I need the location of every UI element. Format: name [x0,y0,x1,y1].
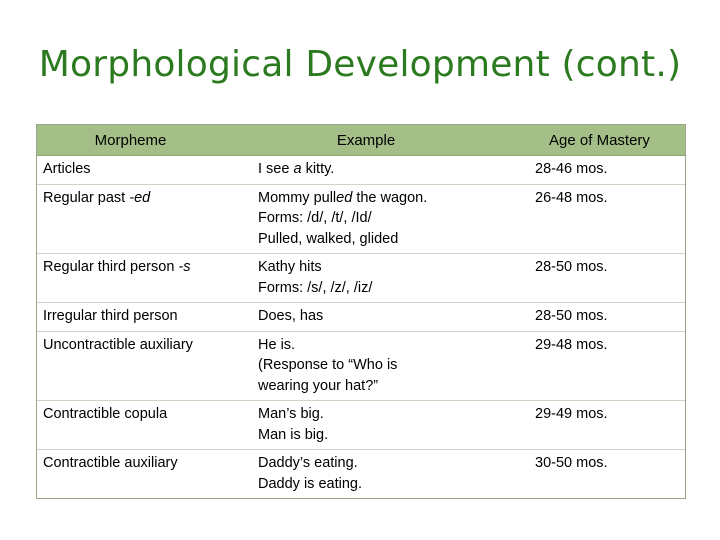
morpheme-text: Regular third person [43,259,179,275]
example-line: Forms: /d/, /t/, /Id/ [258,210,372,226]
header-age-of-mastery: Age of Mastery [514,125,685,156]
age-of-mastery-cell: 28-50 mos. [514,254,685,303]
example-cell [252,450,514,499]
morpheme-cell [37,401,252,450]
table-row [37,331,685,401]
example-line [258,335,508,356]
example-text: the wagon. [352,189,428,206]
example-text: Kathy hits [258,259,322,275]
example-text: Man’s big. [258,406,324,422]
example-line: (Response to “Who is [258,357,398,373]
morpheme-text: Regular past [43,189,130,206]
example-text: Mommy pull [258,189,337,206]
example-line [258,159,508,180]
morpheme-text: Contractible copula [43,406,168,422]
age-of-mastery-cell: 26-48 mos. [514,184,685,254]
morpheme-cell [37,184,252,254]
morpheme-text: Articles [43,161,91,177]
morpheme-text: Irregular third person [43,308,178,324]
morpheme-text: Contractible auxiliary [43,455,178,471]
example-text: kitty. [301,161,335,177]
morpheme-cell [37,156,252,185]
example-line [258,257,508,278]
example-line: Pulled, walked, glided [258,230,399,247]
slide-title: Morphological Development (cont.) [38,44,682,85]
morpheme-cell [37,303,252,332]
example-line [258,404,508,425]
example-text: Does, has [258,308,324,324]
example-cell [252,254,514,303]
example-emphasis: ed [336,189,353,206]
example-line [258,188,508,209]
example-line: Daddy is eating. [258,475,362,492]
table-row [37,450,685,499]
age-of-mastery-cell: 30-50 mos. [514,450,685,499]
example-cell [252,156,514,185]
table-row [37,184,685,254]
example-cell [252,184,514,254]
example-line: Forms: /s/, /z/, /iz/ [258,279,373,296]
example-text: He is. [258,336,296,353]
age-of-mastery-cell: 28-46 mos. [535,161,608,177]
age-of-mastery-cell: 29-48 mos. [514,331,685,401]
header-example: Example [252,125,514,156]
table-row [37,156,685,185]
example-cell [252,331,514,401]
morpheme-table [36,124,686,499]
table-header-row [37,125,685,156]
example-line [258,306,508,327]
example-line [258,453,508,474]
example-emphasis: a [293,161,302,177]
morpheme-cell [37,450,252,499]
morpheme-cell [37,331,252,401]
age-of-mastery-cell: 29-49 mos. [514,401,685,450]
morpheme-suffix: -s [178,259,191,275]
example-text: I see [258,161,294,177]
header-morpheme: Morpheme [37,125,252,156]
morpheme-text: Uncontractible auxiliary [43,336,193,353]
table-row [37,254,685,303]
morpheme-suffix: -ed [129,189,151,206]
example-cell [252,401,514,450]
age-of-mastery-cell: 28-50 mos. [514,303,685,332]
table-row [37,401,685,450]
example-line: wearing your hat?” [258,377,379,394]
morpheme-cell [37,254,252,303]
example-line: Man is big. [258,426,329,443]
example-cell [252,303,514,332]
example-text: Daddy’s eating. [258,455,358,471]
table-row [37,303,685,332]
